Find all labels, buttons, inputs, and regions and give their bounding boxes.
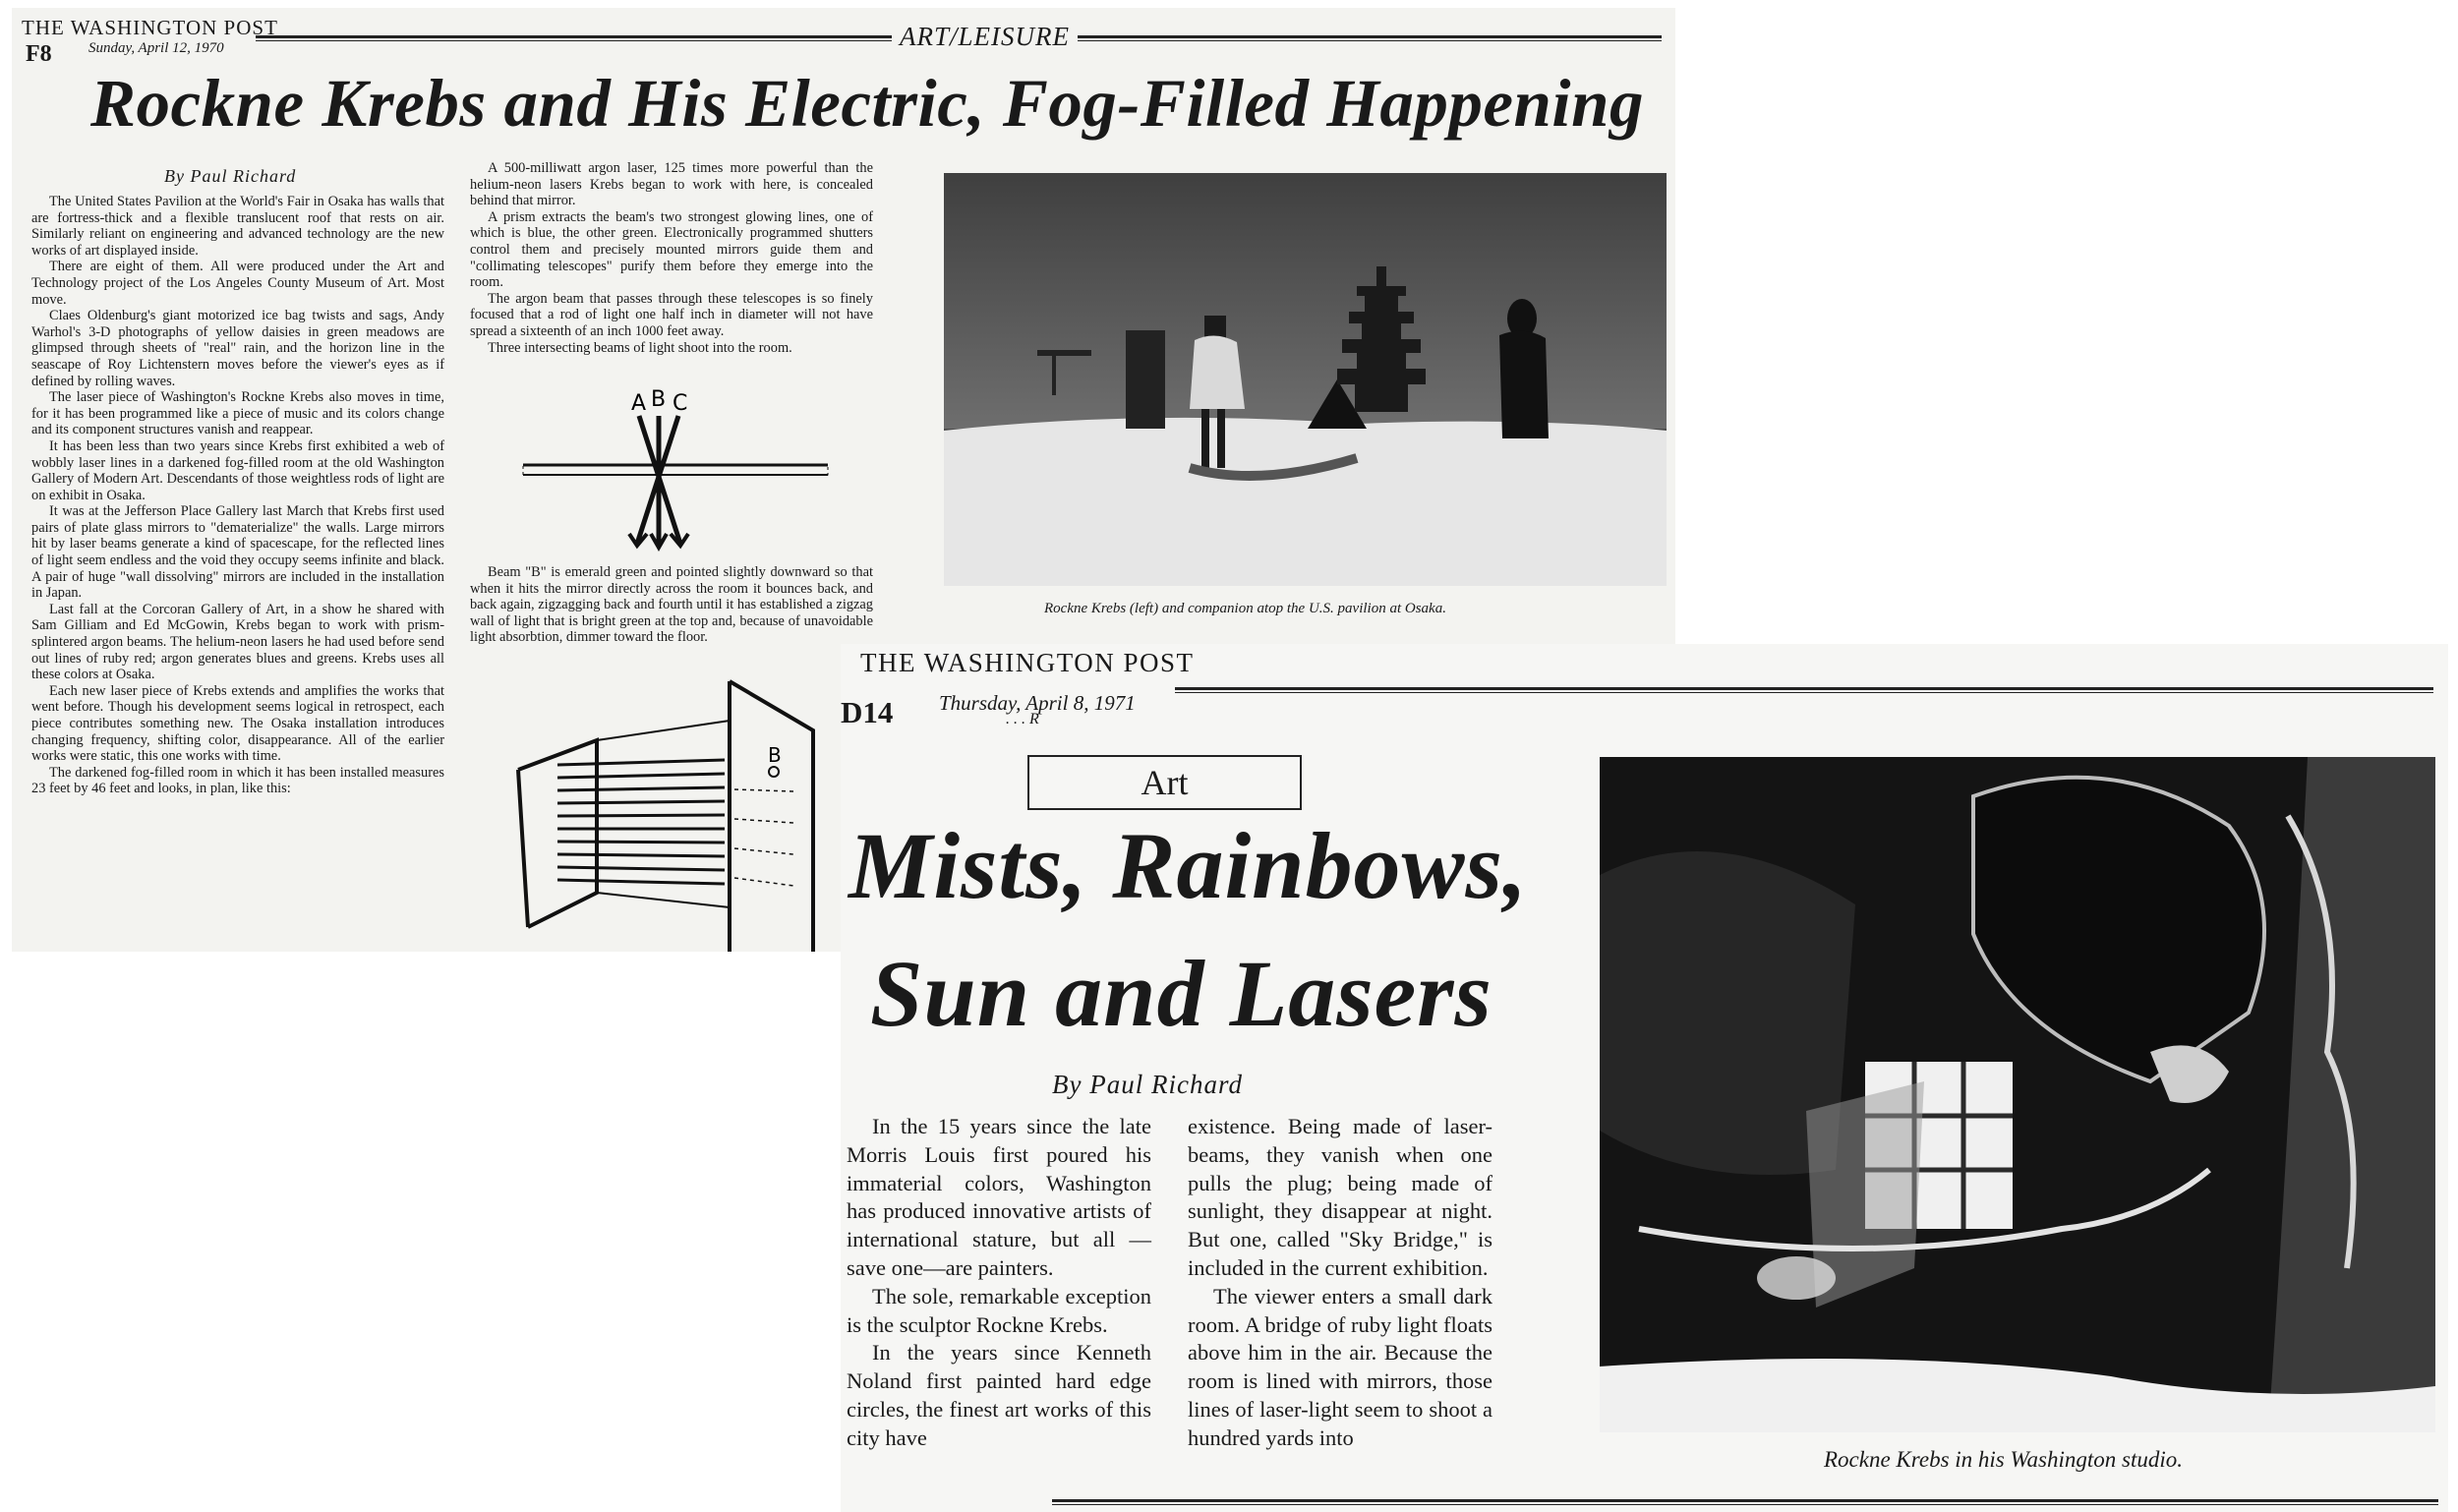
studio-scene [1600, 757, 2435, 1432]
osaka-rooftop-photo [944, 173, 1667, 586]
beam-label-a: A [631, 391, 647, 416]
paragraph: Last fall at the Corcoran Gallery of Art, in a show he shared with Sam Gilliam and Ed McGowin, Krebs began to work with prism-splintered argon beams. The helium-neon lasers he had used before send out lines of ruby red; argon generates blues and greens. Krebs uses all these colors at Osaka. [31, 601, 444, 683]
paragraph: Each new laser piece of Krebs extends and amplifies the works that went before. Though his development seems logical in retrospect, each piece contributes something new. The Osaka installation introduces changing frequency, shifting color, disappearance. All of the earlier works were static, this one works with time. [31, 682, 444, 765]
page-number: F8 [26, 41, 52, 67]
article-column-2-top [470, 160, 873, 356]
date-mark: . . . R [1006, 711, 1039, 727]
paragraph: The viewer enters a small dark room. A bridge of ruby light floats above him in the air. Because the room is lined with mirrors, those lines of laser-light seem to shoot a hundred yards into [1188, 1283, 1492, 1450]
paragraph: The United States Pavilion at the World's Fair in Osaka has walls that are fortress-thick and a flexible translucent roof that rests on air. Similarly reliant on engineering and advanced technology are the new works of art displayed inside. [31, 194, 444, 259]
photo-caption: Rockne Krebs (left) and companion atop the U.S. pavilion at Osaka. [1044, 601, 1446, 616]
footer-rule [1052, 1499, 2438, 1505]
room-plan-diagram [508, 662, 833, 952]
laser-beam-diagram [503, 386, 857, 558]
article-column-1 [31, 194, 444, 797]
paragraph: It has been less than two years since Krebs first exhibited a web of wobbly laser lines in a darkened fog-filled room at the old Washington Gallery of Modern Art. Descendants of those weightless rods of light are on exhibit in Osaka. [31, 437, 444, 503]
paragraph: In the years since Kenneth Noland first painted hard edge circles, the finest art works of this city have [847, 1340, 1151, 1450]
paragraph: Beam "B" is emerald green and pointed slightly downward so that when it hits the mirror directly across the room it bounces back, and back again, zigzagging back and fourth until it has established a zigzag wall of light that is bright green at the top and, because of unavoidable light absorbtion, dimmer toward the floor. [470, 564, 873, 646]
headline: Rockne Krebs and His Electric, Fog-Filled Happening [90, 66, 1644, 141]
paragraph: The sole, remarkable exception is the sculptor Rockne Krebs. [847, 1283, 1151, 1337]
paragraph: The darkened fog-filled room in which it has been installed measures 23 feet by 46 feet and looks, in plan, like this: [31, 764, 444, 797]
clipping-1971 [841, 644, 2448, 1512]
paragraph: The argon beam that passes through these telescopes is so finely focused that a rod of light one half inch in diameter will not have spread a sixteenth of an inch 1000 feet away. [470, 290, 873, 339]
rooftop-scene [944, 173, 1667, 586]
studio-photo [1600, 757, 2435, 1432]
paragraph: Claes Oldenburg's giant motorized ice bag twists and sags, Andy Warhol's 3-D photographs of yellow daisies in green meadows are glimpsed through sheets of "real" rain, and the horizon line in the seascape of Roy Lichtenstern moves before the viewer's eyes as if defined by rolling waves. [31, 308, 444, 389]
beam-label-b: B [651, 387, 667, 412]
paragraph: A 500-milliwatt argon laser, 125 times more powerful than the helium-neon lasers Krebs began to work with here, is concealed behind that mirror. [470, 160, 873, 209]
paragraph: A prism extracts the beam's two strongest glowing lines, one of which is blue, the other green. Electronically programmed shutters control them and precisely mounted mirrors guide them and "collimating telescopes" purify them before they emerge into the room. [470, 208, 873, 291]
section-label: ART/LEISURE [892, 22, 1078, 52]
headline-line-1: Mists, Rainbows, [849, 813, 1528, 918]
article-column-2-bottom [470, 564, 873, 646]
byline: By Paul Richard [1052, 1070, 1243, 1099]
byline: By Paul Richard [164, 166, 297, 186]
paragraph: existence. Being made of laser-beams, they vanish when one pulls the plug; being made of sunlight, they disappear at night. But one, called "Sky Bridge," is included in the current exhibition. [1188, 1114, 1492, 1280]
paragraph: The laser piece of Washington's Rockne Krebs also moves in time, for it has been programmed like a piece of music and its colors change and its component structures vanish and reappear. [31, 389, 444, 438]
section-box: Art [1027, 755, 1302, 810]
beam-label-c: C [673, 391, 688, 416]
paragraph: It was at the Jefferson Place Gallery last March that Krebs first used pairs of plate glass mirrors to "dematerialize" the walls. Large mirrors hit by laser beams generate a kind of spacescape, for the reflected lines of light seem endless and the void they occupy seems infinite and black. A pair of huge "wall dissolving" mirrors are included in the installation in Japan. [31, 503, 444, 602]
article-column-1 [847, 1113, 1151, 1453]
paragraph: Three intersecting beams of light shoot into the room. [488, 339, 792, 356]
page-number: D14 [841, 695, 894, 729]
headline-line-2: Sun and Lasers [870, 941, 1492, 1046]
masthead: THE WASHINGTON POST [22, 16, 278, 39]
header-rule [1175, 687, 2433, 693]
dateline: Sunday, April 12, 1970 [88, 40, 224, 56]
diagram-label-b: B [768, 743, 782, 767]
masthead: THE WASHINGTON POST [860, 648, 1195, 677]
paragraph: There are eight of them. All were produced under the Art and Technology project of the Los Angeles County Museum of Art. Most move. [31, 259, 444, 308]
dateline: Thursday, April 8, 1971 [939, 691, 1136, 715]
paragraph: In the 15 years since the late Morris Louis first poured his immaterial colors, Washington has produced innovative artists of international stature, but all —save one—are painters. [847, 1114, 1151, 1280]
photo-caption: Rockne Krebs in his Washington studio. [1824, 1447, 2184, 1472]
article-column-2 [1188, 1113, 1492, 1453]
